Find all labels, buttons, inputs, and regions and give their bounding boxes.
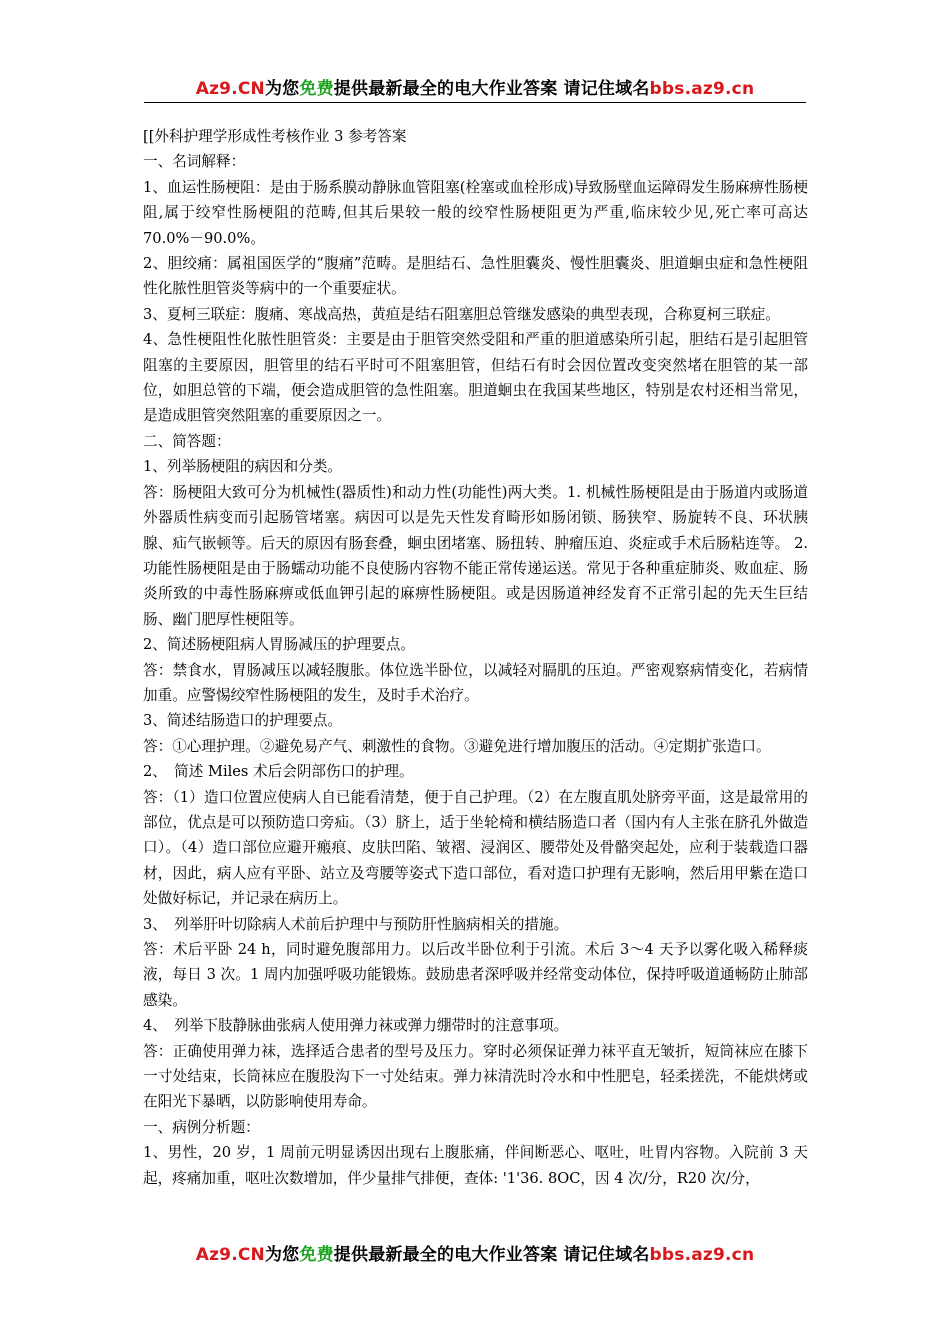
banner-text: 为您 — [264, 79, 300, 99]
paragraph: 1、血运性肠梗阻：是由于肠系膜动静脉血管阻塞(栓塞或血栓形成)导致肠壁血运障碍发生肠麻痹性肠梗阻,属于绞窄性肠梗阻的范畴,但其后果较一般的绞窄性肠梗阻更为严重,临床较少见,死亡率可高达 70.0%－90.0%。 — [143, 178, 808, 247]
banner-text: 提供最新最全的电大作业答案 请记住域名 — [333, 1245, 650, 1265]
footer-banner — [0, 1240, 950, 1265]
banner-site-name: Az9.CN — [195, 79, 265, 99]
paragraph: 3、夏柯三联症：腹痛、寒战高热，黄疸是结石阻塞胆总管继发感染的典型表现，合称夏柯三联症。 — [143, 305, 780, 323]
question: 3、简述结肠造口的护理要点。 — [143, 712, 343, 730]
banner-site-name: Az9.CN — [195, 1245, 265, 1265]
question: 2、 简述 Miles 术后会阴部伤口的护理。 — [143, 763, 414, 781]
answer: 答：禁食水，胃肠减压以减轻腹胀。体位选半卧位，以减轻对膈肌的压迫。严密观察病情变化，若病情加重。应警惕绞窄性肠梗阻的发生，及时手术治疗。 — [143, 661, 808, 704]
paragraph-title: [[外科护理学形成性考核作业 3 参考答案 — [143, 128, 407, 145]
question: 2、简述肠梗阻病人胃肠减压的护理要点。 — [143, 636, 415, 654]
banner-text: 提供最新最全的电大作业答案 请记住域名 — [333, 79, 650, 99]
answer: 答：术后平卧 24 h，同时避免腹部用力。以后改半卧位利于引流。术后 3～4 天予以雾化吸入稀释痰液，每日 3 次。1 周内加强呼吸功能锻炼。鼓励患者深呼吸并经常变动体位，保持呼吸道通畅防止肺部感染。 — [143, 941, 808, 1009]
section-heading: 二、简答题： — [143, 432, 231, 450]
banner-domain: bbs.az9.cn — [649, 1245, 755, 1265]
question: 3、 列举肝叶切除病人术前后护理中与预防肝性脑病相关的措施。 — [143, 915, 569, 933]
paragraph: 2、胆绞痛：属祖国医学的“腹痛”范畴。是胆结石、急性胆囊炎、慢性胆囊炎、胆道蛔虫症和急性梗阻性化脓性胆管炎等病中的一个重要症状。 — [143, 255, 808, 298]
answer: 答：肠梗阻大致可分为机械性(器质性)和动力性(功能性)两大类。1. 机械性肠梗阻是由于肠道内或肠道外器质性病变而引起肠管堵塞。病因可以是先天性发育畸形如肠闭锁、肠狭窄、肠旋转不良、环状胰腺、疝气嵌顿等。后天的原因有肠套叠，蛔虫团堵塞、肠扭转、肿瘤压迫、炎症或手术后肠粘连等。 2.功能性肠梗阻是由于肠蠕动功能不良使肠内容物不能正常传递运送。常见于各种重症肺炎、败血症、肠炎所致的中毒性肠麻痹或低血钾引起的麻痹性肠梗阻。或是因肠道神经发育不正常引起的先天生巨结肠、幽门肥厚性梗阻等。 — [143, 483, 808, 628]
document-body — [143, 124, 808, 1191]
banner-free-label: 免费 — [299, 79, 334, 99]
banner-text: 为您 — [264, 1245, 300, 1265]
answer: 答：①心理护理。②避免易产气、刺激性的食物。③避免进行增加腹压的活动。④定期扩张造口。 — [143, 737, 771, 755]
header-banner — [0, 74, 950, 99]
header-divider — [144, 102, 806, 103]
question: 4、 列举下肢静脉曲张病人使用弹力袜或弹力绷带时的注意事项。 — [143, 1017, 569, 1035]
paragraph: 4、急性梗阻性化脓性胆管炎：主要是由于胆管突然受阻和严重的胆道感染所引起，胆结石是引起胆管阻塞的主要原因，胆管里的结石平时可不阻塞胆管，但结石有时会因位置改变突然堵在胆管的某一部位，如胆总管的下端，便会造成胆管的急性阻塞。胆道蛔虫在我国某些地区，特别是农村还相当常见，是造成胆管突然阻塞的重要原因之一。 — [143, 331, 808, 425]
section-heading: 一、名词解释： — [143, 153, 246, 171]
banner-free-label: 免费 — [299, 1245, 334, 1265]
answer: 答：正确使用弹力袜，选择适合患者的型号及压力。穿时必须保证弹力袜平直无皱折，短筒袜应在膝下一寸处结束，长筒袜应在腹股沟下一寸处结束。弹力袜清洗时冷水和中性肥皂，轻柔搓洗，不能烘烤或在阳光下暴晒，以防影响使用寿命。 — [143, 1042, 808, 1111]
banner-domain: bbs.az9.cn — [649, 79, 755, 99]
paragraph: 1、男性，20 岁，1 周前元明显诱因出现右上腹胀痛，伴间断恶心、呕吐，吐胃内容物。入院前 3 天起，疼痛加重，呕吐次数增加，伴少量排气排便，查体: '1'36. 8OC，因 4 次/分，R20 次/分， — [143, 1144, 808, 1187]
section-heading: 一、病例分析题： — [143, 1118, 260, 1136]
answer: 答：（1）造口位置应使病人自已能看清楚，便于自己护理。（2）在左腹直肌处脐旁平面，这是最常用的部位，优点是可以预防造口旁疝。（3）脐上，适于坐轮椅和横结肠造口者（国内有人主张在脐孔外做造口）。（4）造口部位应避开瘢痕、皮肤凹陷、皱褶、浸润区、腰带处及骨骼突起处，应利于装载造口器材，因此，病人应有平卧、站立及弯腰等姿式下造口部位，看对造口护理有无影响，然后用甲紫在造口处做好标记，并记录在病历上。 — [143, 788, 808, 908]
question: 1、列举肠梗阻的病因和分类。 — [143, 458, 343, 476]
